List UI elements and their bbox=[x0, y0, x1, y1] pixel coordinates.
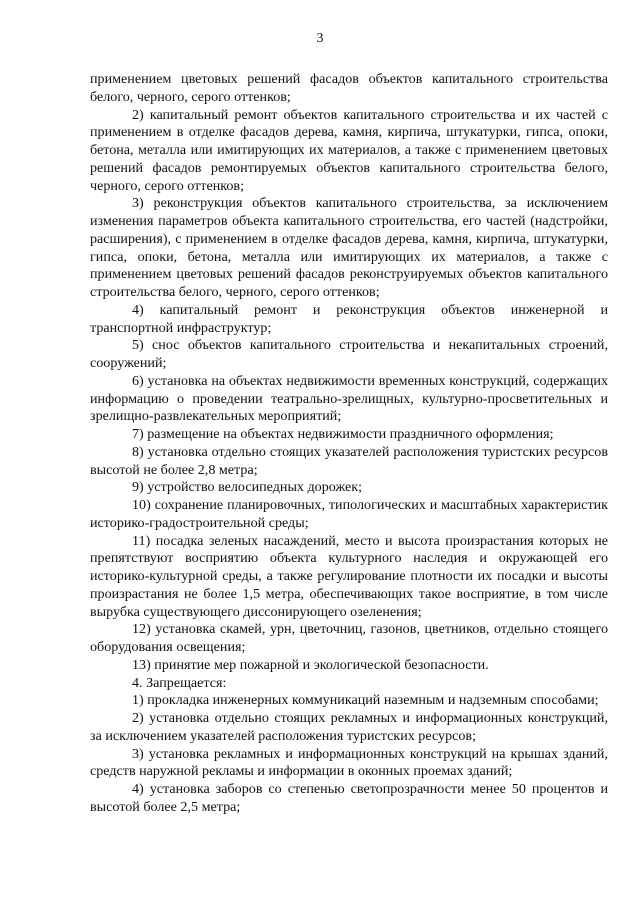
paragraph-item-8: 8) установка отдельно стоящих указателей расположения туристских ресурсов высотой не более 2,8 метра; bbox=[90, 443, 608, 478]
paragraph-continuation: применением цветовых решений фасадов объектов капитального строительства белого, черного, серого оттенков; bbox=[90, 71, 608, 105]
paragraph-item-11: 11) посадка зеленых насаждений, место и высота произрастания которых не препятствуют восприятию объекта культурного наследия и окружающей его историко-культурной среды, а также регулирование плотности их посадки и высоты произрастания не более 1,5 метра, обеспечивающих такое восприятие, в том числе вырубка существующего диссонирующего озеленения; bbox=[90, 532, 608, 620]
paragraph-item-4: 4) капитальный ремонт и реконструкция объектов инженерной и транспортной инфраструктур; bbox=[90, 301, 608, 336]
paragraph-item-12: 12) установка скамей, урн, цветочниц, газонов, цветников, отдельно стоящего оборудования освещения; bbox=[90, 621, 608, 655]
paragraph-item-9: 9) устройство велосипедных дорожек; bbox=[132, 479, 363, 496]
paragraph-item-7: 7) размещение на объектах недвижимости праздничного оформления; bbox=[132, 426, 554, 442]
prohibition-item-2: 2) установка отдельно стоящих рекламных и информационных конструкций, за исключением указателей расположения туристских ресурсов; bbox=[90, 710, 608, 744]
page-number: 3 bbox=[316, 31, 324, 46]
document-body bbox=[90, 71, 608, 817]
paragraph-item-5: 5) снос объектов капитального строительства и некапитальных строений, сооружений; bbox=[90, 337, 608, 371]
section-heading-4: 4. Запрещается: bbox=[132, 674, 227, 691]
prohibition-item-3: 3) установка рекламных и информационных конструкций на крышах зданий, средств наружной рекламы и информации в оконных проемах зданий; bbox=[90, 745, 608, 780]
paragraph-item-2: 2) капитальный ремонт объектов капитального строительства и их частей с применением в отделке фасадов дерева, камня, кирпича, штукатурки, гипса, опоки, бетона, металла или имитирующих их материалов, а также с применением цветовых решений фасадов ремонтируемых объектов капитального строительства белого, черного, серого оттенков; bbox=[90, 106, 608, 194]
paragraph-item-6: 6) установка на объектах недвижимости временных конструкций, содержащих информацию о проведении театрально-зрелищных, культурно-просветительных и зрелищно-развлекательных мероприятий; bbox=[90, 372, 608, 425]
paragraph-item-3: 3) реконструкция объектов капитального строительства, за исключением изменения параметров объекта капитального строительства, его частей (надстройки, расширения), с применением в отделке фасадов дерева, камня, кирпича, штукатурки, гипса, опоки, бетона, металла или имитирующих их материалов, а также с применением цветовых решений фасадов реконструируемых объектов капитального строительства белого, черного, серого оттенков; bbox=[90, 195, 608, 300]
prohibition-item-1: 1) прокладка инженерных коммуникаций наземным и надземным способами; bbox=[132, 692, 599, 709]
prohibition-item-4: 4) установка заборов со степенью светопрозрачности менее 50 процентов и высотой более 2,5 метра; bbox=[90, 781, 608, 815]
paragraph-item-13: 13) принятие мер пожарной и экологической безопасности. bbox=[132, 656, 489, 673]
paragraph-item-10: 10) сохранение планировочных, типологических и масштабных характеристик историко-градостроительной среды; bbox=[90, 497, 608, 531]
